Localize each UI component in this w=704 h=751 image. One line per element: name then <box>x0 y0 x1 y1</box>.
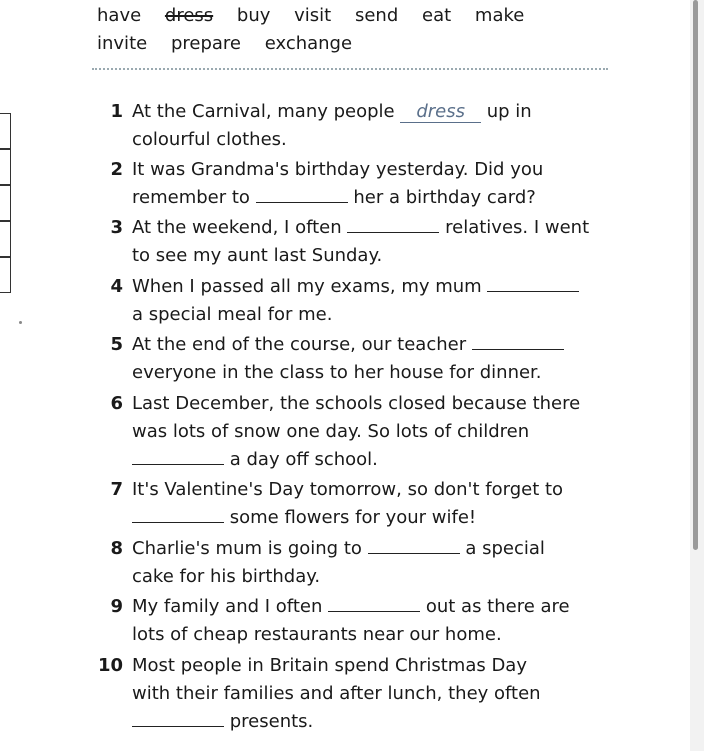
word-bank-word: have <box>97 5 142 26</box>
question-line <box>132 245 382 266</box>
question-line <box>132 538 545 559</box>
question-text: relatives. I went <box>445 217 590 238</box>
question-line <box>132 187 536 208</box>
question-line <box>132 159 543 180</box>
margin-box <box>0 221 11 257</box>
question-text: up in <box>486 101 532 122</box>
question-text: her a birthday card? <box>353 187 536 208</box>
question-text: out as there are <box>425 596 570 617</box>
question-text: Last December, the schools closed because there <box>132 393 581 414</box>
question-text: colourful clothes. <box>132 129 287 150</box>
question-text: My family and I often <box>132 596 323 617</box>
question-text: remember to <box>132 187 250 208</box>
question-number: 2 <box>110 159 123 180</box>
question-text: Most people in Britain spend Christmas Day <box>132 655 527 676</box>
margin-box <box>0 257 11 293</box>
margin-box <box>0 113 11 149</box>
word-bank-word: exchange <box>264 33 353 54</box>
question-text: presents. <box>229 711 314 732</box>
answer-blank[interactable] <box>347 218 439 233</box>
question-number: 3 <box>110 217 123 238</box>
question-text: some flowers for your wife! <box>229 507 477 528</box>
answer-blank[interactable] <box>132 450 224 465</box>
question-line <box>132 507 476 528</box>
word-bank-line-2 <box>97 33 370 54</box>
question-number: 1 <box>110 101 123 122</box>
word-bank-line-1 <box>97 5 542 26</box>
question-line <box>132 596 570 617</box>
answer-blank[interactable] <box>487 277 579 292</box>
dotted-divider <box>92 68 608 70</box>
word-bank-word: eat <box>422 5 452 26</box>
question-number: 8 <box>110 538 123 559</box>
answer-blank[interactable] <box>132 508 224 523</box>
answer-blank[interactable] <box>472 335 564 350</box>
question-line <box>132 711 313 732</box>
margin-box <box>0 149 11 185</box>
question-text: Charlie's mum is going to <box>132 538 362 559</box>
question-text: to see my aunt last Sunday. <box>132 245 383 266</box>
question-line <box>132 101 532 123</box>
margin-dot <box>19 321 22 324</box>
word-bank-word: prepare <box>170 33 241 54</box>
question-text: a special meal for me. <box>132 304 333 325</box>
question-text: lots of cheap restaurants near our home. <box>132 624 502 645</box>
question-number: 7 <box>110 479 123 500</box>
word-bank-word-crossed: dress <box>164 5 214 26</box>
question-text: At the Carnival, many people <box>132 101 395 122</box>
answer-blank[interactable]: dress <box>400 101 481 123</box>
scrollbar-thumb[interactable] <box>693 0 698 550</box>
question-line <box>132 655 527 676</box>
question-line <box>132 304 332 325</box>
question-text: At the end of the course, our teacher <box>132 334 467 355</box>
question-text: with their families and after lunch, they often <box>132 683 541 704</box>
question-text: It was Grandma's birthday yesterday. Did you <box>132 159 544 180</box>
word-bank-word: make <box>474 5 525 26</box>
question-line <box>132 393 580 414</box>
question-text: a special <box>465 538 545 559</box>
answer-blank[interactable] <box>256 188 348 203</box>
word-bank-word: send <box>354 5 399 26</box>
question-number: 5 <box>110 334 123 355</box>
margin-box <box>0 185 11 221</box>
answer-blank[interactable] <box>368 539 460 554</box>
question-number: 6 <box>110 393 123 414</box>
word-bank-word: visit <box>294 5 332 26</box>
question-line <box>132 566 320 587</box>
question-line <box>132 683 541 704</box>
question-line <box>132 449 378 470</box>
question-line <box>132 421 529 442</box>
question-line <box>132 276 579 297</box>
question-text: When I passed all my exams, my mum <box>132 276 482 297</box>
question-text: cake for his birthday. <box>132 566 321 587</box>
question-line <box>132 624 502 645</box>
question-line <box>132 362 542 383</box>
question-line <box>132 479 563 500</box>
question-number: 9 <box>110 596 123 617</box>
answer-blank[interactable] <box>328 597 420 612</box>
question-line <box>132 217 589 238</box>
question-text: It's Valentine's Day tomorrow, so don't forget to <box>132 479 564 500</box>
word-bank-word: invite <box>97 33 148 54</box>
question-number: 4 <box>110 276 123 297</box>
question-text: a day off school. <box>229 449 378 470</box>
question-number: 10 <box>97 655 123 676</box>
question-text: At the weekend, I often <box>132 217 342 238</box>
question-line <box>132 334 564 355</box>
answer-blank[interactable] <box>132 712 224 727</box>
word-bank-word: buy <box>236 5 271 26</box>
question-line <box>132 129 287 150</box>
question-text: was lots of snow one day. So lots of children <box>132 421 530 442</box>
question-text: everyone in the class to her house for dinner. <box>132 362 542 383</box>
